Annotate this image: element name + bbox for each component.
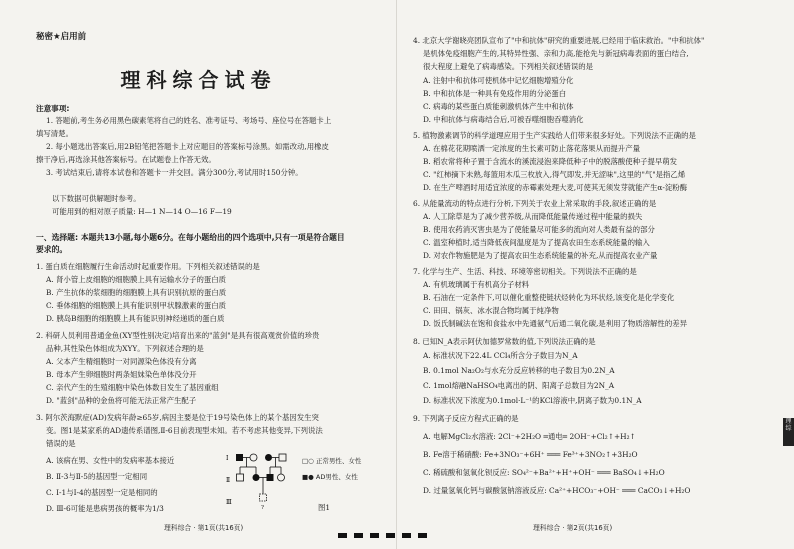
notice-line-4: 擦干净后,再选涂其他答案标号。在试题卷上作答无效。 [36,155,216,164]
side-tab: 理综 [783,418,794,446]
question-6: 6. 从能量流动的特点进行分析,下列关于农业上常采取的手段,叙述正确的是 [413,199,657,208]
footer-page-1: 理科综合 · 第1页(共16页) [164,524,244,532]
notice-line-1: 1. 答题前,考生务必用黑色碳素笔将自己的姓名、准考证号、考场号、座位号在答题卡上 [46,116,332,125]
q4-option-c: C. 病毒的某些蛋白质能刺激机体产生中和抗体 [423,102,574,111]
q7-option-c: C. 田田、锅灰、冰水混合物均属于纯净物 [423,306,559,315]
right-page [397,0,794,549]
notice-line-3: 2. 每小题选出答案后,用2B铅笔把答题卡上对应题目的答案标号涂黑。如需改动,用橡皮 [46,142,329,151]
q9-option-a: A. 电解MgCl₂水溶液: 2Cl⁻+2H₂O ═通电═ 2OH⁻+Cl₂↑+H₂↑ [423,432,636,441]
question-2: 2. 科研人员利用普通金鱼(XY型性别决定)培育出来的"蓝剑"是具有很高观赏价值的珍贵 [36,331,320,340]
q9-option-d: D. 过量氢氧化钙与碳酸氢钠溶液反应: Ca²⁺+HCO₃⁻+OH⁻ ═══ CaCO₃↓+H₂O [423,486,691,495]
q2-option-a: A. 父本产生精细胞时一对同源染色体没有分离 [46,357,197,366]
q7-option-b: B. 石油在一定条件下,可以催化重整使链状烃转化为环状烃,该变化是化学变化 [423,293,675,302]
notice-heading: 注意事项: [36,104,70,113]
q1-option-c: C. 垂体细胞的细胞膜上具有能识别甲状腺激素的蛋白质 [46,301,227,310]
q4-option-d: D. 中和抗体与病毒结合后,可被吞噬细胞吞噬消化 [423,115,584,124]
question-4: 4. 北京大学谢晓亮团队宣布了"中和抗体"研究的重要进展,已经用于临床救治。"中和抗体" [413,36,705,45]
exam-title: 理科综合试卷 [120,68,277,92]
svg-text:Ⅱ: Ⅱ [226,477,231,484]
q3-option-b: B. Ⅱ-3与Ⅱ-5的基因型一定相同 [46,472,148,481]
footer-page-2: 理科综合 · 第2页(共16页) [533,524,613,532]
q8-option-c: C. 1mol熔融NaHSO₄电离出的阴、阳离子总数目为2N_A [423,381,615,390]
q9-option-c: C. 稀硫酸和氢氧化钡反应: SO₄²⁻+Ba²⁺+H⁺+OH⁻ ═══ BaSO₄↓+H₂O [423,468,665,477]
question-1: 1. 蛋白质在细胞履行生命活动时起重要作用。下列相关叙述错误的是 [36,262,260,271]
svg-text:Ⅰ: Ⅰ [226,455,229,462]
q6-option-b: B. 使用农药消灭害虫是为了使能量尽可能多的流向对人类最有益的部分 [423,225,655,234]
secret-label: 秘密★启用前 [36,32,87,42]
question-4-cont2: 很大程度上避免了病毒感染。下列相关叙述错误的是 [423,62,593,71]
section-heading-cont: 要求的。 [36,245,68,254]
pedigree-affected-male-1 [236,454,243,461]
q6-option-a: A. 人工除草是为了减少营养级,从而降低能量传递过程中能量的损失 [423,212,643,221]
section-heading: 一、选择题: 本题共13小题,每小题6分。在每小题给出的四个选项中,只有一项是符合题目 [36,233,345,242]
q5-option-b: B. 稻农常将种子置于含流水的溪流浸泡来降低种子中的脱落酸使种子提早萌发 [423,157,678,166]
q7-option-d: D. 饭氏制碱法在饱和食盐水中先通氨气后通二氧化碳,是利用了物质溶解性的差异 [423,319,687,328]
question-9: 9. 下列离子反应方程式正确的是 [413,414,519,423]
q5-option-d: D. 在生产啤酒时用适宜浓度的赤霉素处理大麦,可使其无须发芽就能产生α-淀粉酶 [423,183,688,192]
q6-option-c: C. 温室种植时,适当降低夜间温度是为了提高农田生态系统能量的输入 [423,238,650,247]
q5-option-c: C. "红柿摘下未熟,每篮用木瓜三枚放入,得气即发,并无涩味",这里的"气"是指乙烯 [423,170,686,179]
q1-option-b: B. 产生抗体的浆细胞的细胞膜上具有识别抗原的蛋白质 [46,288,227,297]
q5-option-a: A. 在棉花花期喷洒一定浓度的生长素可防止落花落果从而提升产量 [423,144,640,153]
q2-option-c: C. 亲代产生的生殖细胞中染色体数目发生了基因重组 [46,383,219,392]
q8-option-a: A. 标准状况下22.4L CCl₄所含分子数目为N_A [423,351,578,360]
question-5: 5. 植物激素调节的科学道理应用于生产实践给人们带来很多好处。下列说法不正确的是 [413,131,696,140]
atomic-masses: 可能用到的相对原子质量: H—1 N—14 O—16 F—19 [52,207,232,216]
q9-option-b: B. Fe溶于稀硝酸: Fe+3NO₃⁻+6H⁺ ═══ Fe³⁺+3NO₂↑+3H₂O [423,450,638,459]
q1-option-a: A. 肾小管上皮细胞的细胞膜上具有运输水分子的蛋白质 [46,275,227,284]
notice-line-2: 填写清楚。 [36,129,73,138]
q6-option-d: D. 对农作物施肥是为了提高农田生态系统能量的补充,从而提高农业产量 [423,251,658,260]
q4-option-b: B. 中和抗体是一种具有免疫作用的分泌蛋白 [423,89,567,98]
question-3-cont: 变。图1是某家系的AD遗传系谱图,Ⅱ-6目前表现型未知。若不考虑其他变异,下列说法 [46,426,323,435]
q8-option-b: B. 0.1mol Na₂O₂与水充分反应转移的电子数目为0.2N_A [423,366,615,375]
question-2-cont: 品种,其性染色体组成为XYY。下列叙述合理的是 [46,344,204,353]
q3-option-d: D. Ⅲ-6可能是患病男孩的概率为1/3 [46,504,164,513]
svg-text:?: ? [261,505,264,511]
question-8: 8. 已知N_A表示阿伏加德罗常数的值,下列说法正确的是 [413,337,596,346]
question-3-cont2: 错误的是 [46,439,76,448]
reference-note: 以下数据可供解题时参考。 [52,194,141,203]
q3-option-a: A. 该病在男、女性中的发病率基本接近 [46,456,175,465]
q4-option-a: A. 注射中和抗体可使机体中记忆细胞增殖分化 [423,76,574,85]
q8-option-d: D. 标准状况下浓度为0.1mol·L⁻¹的KCl溶液中,阴离子数为0.1N_A [423,396,642,405]
q2-option-d: D. "蓝剑"品种的金鱼将可能无法正常产生配子 [46,396,197,405]
q3-option-c: C. Ⅰ-1与Ⅰ-4的基因型一定是相同的 [46,488,158,497]
legend-normal: □○ 正常男性、女性 [302,457,362,465]
notice-line-5: 3. 考试结束后,请将本试卷和答题卡一并交回。满分300分,考试用时150分钟。 [46,168,303,177]
svg-text:Ⅲ: Ⅲ [226,499,232,506]
legend-affected: ■● AD男性、女性 [302,473,358,481]
question-7: 7. 化学与生产、生活、科技、环境等密切相关。下列说法不正确的是 [413,267,637,276]
q7-option-a: A. 有机玻璃属于有机高分子材料 [423,280,530,289]
q2-option-b: B. 母本产生卵细胞时两条姐妹染色单体没分开 [46,370,197,379]
figure-label: 图1 [318,503,331,512]
question-4-cont: 是机体免疫细胞产生的,其特异性强、亲和力高,能抢先与新冠病毒表面的蛋白结合, [423,49,689,58]
q1-option-d: D. 胰岛B细胞的细胞膜上具有能识别神经递质的蛋白质 [46,314,225,323]
question-3: 3. 阿尔茨海默症(AD)发病年龄≥65岁,病因主要是位于19号染色体上的某个基因发生突 [36,413,319,422]
